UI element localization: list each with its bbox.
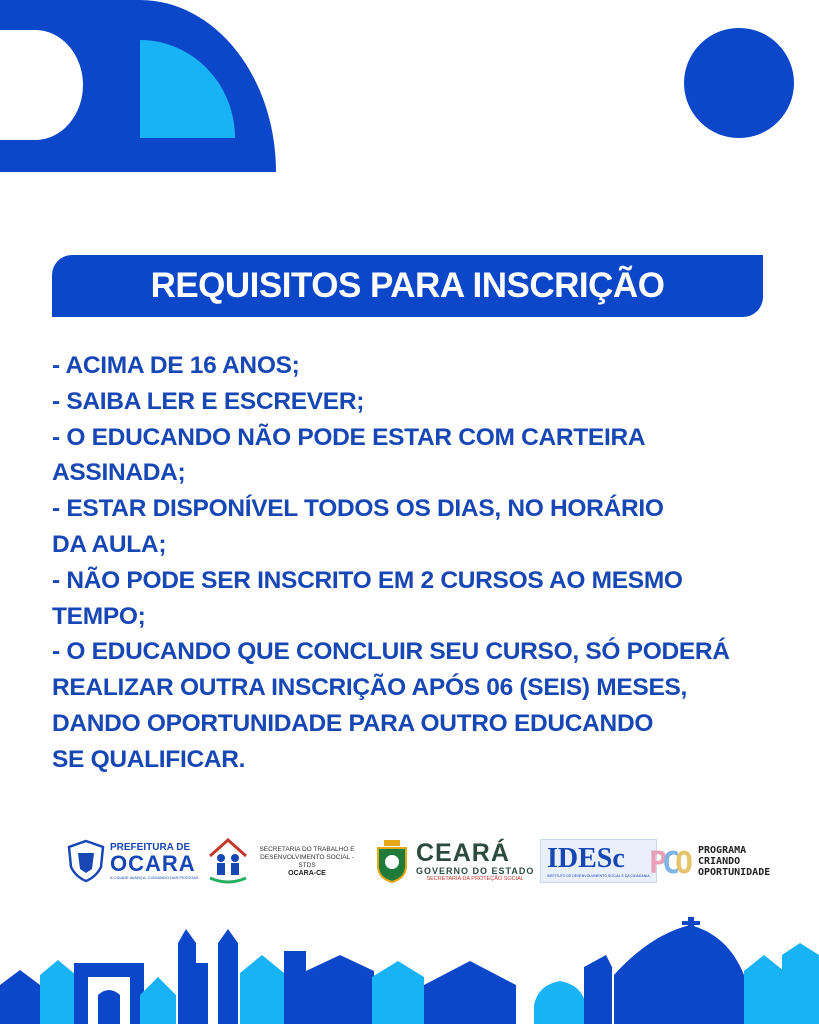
svg-text:P: P [649, 846, 668, 881]
ceara-line3: SECRETARIA DA PROTEÇÃO SOCIAL [426, 876, 524, 882]
requirement-line: TEMPO; [52, 602, 146, 630]
requirement-line: - SAIBA LER E ESCREVER; [52, 387, 365, 415]
requirements-list [52, 348, 782, 778]
requirement-line: DA AULA; [52, 530, 167, 558]
stds-line3: OCARA-CE [288, 869, 326, 877]
banner-title: REQUISITOS PARA INSCRIÇÃO [150, 266, 665, 305]
logo-idesc [540, 830, 657, 892]
requirement-line: - NÃO PODE SER INSCRITO EM 2 CURSOS AO MESMO [52, 566, 683, 594]
requirement-line: - O EDUCANDO NÃO PODE ESTAR COM CARTEIRA [52, 423, 646, 451]
svg-text:C: C [662, 846, 681, 881]
pco-mark-icon [648, 841, 694, 881]
decorative-circle [684, 28, 794, 138]
requirement-line: - O EDUCANDO QUE CONCLUIR SEU CURSO, SÓ PODERÁ [52, 638, 730, 666]
ceara-coat-of-arms-icon [374, 838, 410, 884]
requirement-line: SE QUALIFICAR. [52, 745, 246, 773]
ocara-line2: OCARA [110, 851, 196, 876]
logo-prefeitura-ocara [66, 830, 199, 892]
pco-line3: OPORTUNIDADE [698, 866, 771, 878]
pco-line2: CRIANDO [698, 855, 741, 867]
logo-governo-ceara [374, 830, 534, 892]
requirement-line: DANDO OPORTUNIDADE PARA OUTRO EDUCANDO [52, 709, 654, 737]
requirement-line: - ESTAR DISPONÍVEL TODOS OS DIAS, NO HORÁRIO [52, 495, 664, 523]
idesc-line2: INSTITUTO DE DESENVOLVIMENTO SOCIAL E DA CIDADANIA [547, 874, 650, 878]
requirement-line: - ACIMA DE 16 ANOS; [52, 352, 300, 379]
stds-line1: SECRETARIA DO TRABALHO E [259, 845, 355, 853]
family-house-icon [206, 836, 250, 886]
idesc-line1: IDESc [547, 843, 625, 874]
requirement-line: REALIZAR OUTRA INSCRIÇÃO APÓS 06 (SEIS) MESES, [52, 674, 688, 702]
ceara-line2: GOVERNO DO ESTADO [416, 866, 535, 876]
ocara-line1: PREFEITURA DE [110, 842, 191, 853]
ocara-shield-icon [66, 839, 106, 883]
requirement-line: ASSINADA; [52, 459, 186, 487]
city-skyline-decoration [0, 915, 819, 1024]
logo-stds [206, 830, 360, 892]
title-banner [52, 255, 763, 317]
pco-line1: PROGRAMA [698, 844, 747, 856]
ceara-line1: CEARÁ [416, 839, 510, 867]
top-decoration [0, 0, 280, 175]
logo-programa-criando-oportunidade [648, 830, 770, 892]
ocara-tagline: A CIDADE AVANÇA, CUIDANDO DAS PESSOAS [110, 875, 199, 880]
sponsor-logos [62, 830, 772, 892]
svg-text:O: O [675, 846, 694, 881]
stds-line2: DESENVOLVIMENTO SOCIAL - STDS [260, 853, 354, 869]
